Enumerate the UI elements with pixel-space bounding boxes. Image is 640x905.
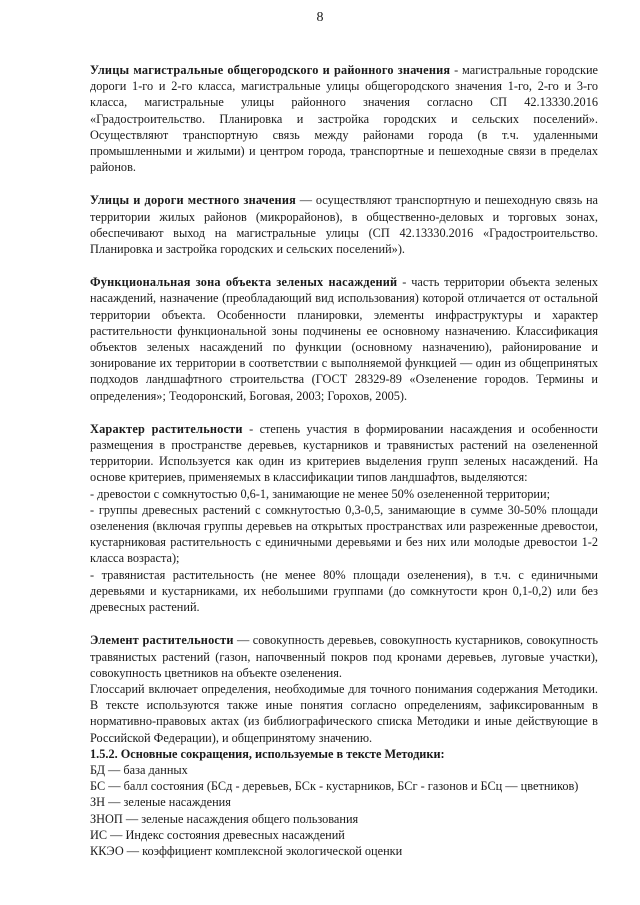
page-number: 8	[316, 10, 324, 25]
list-item: - группы древесных растений с сомкнутостью 0,3-0,5, занимающие в сумме 30-50% площади озеленения (включая группы деревьев на открытых пространствах или разреженные древостои, кустарниковая растительность с единичными деревьями и без них или молодые древостои 1-2 класса возраста);	[90, 502, 598, 566]
list-item: ИС — Индекс состояния древесных насаждений	[90, 827, 345, 842]
page-content	[90, 62, 598, 859]
term: Функциональная зона объекта зеленых насаждений	[90, 275, 398, 290]
list-item: ЗНОП — зеленые насаждения общего пользования	[90, 811, 359, 826]
term: Характер растительности	[90, 421, 243, 436]
definition-text: — совокупность деревьев, совокупность кустарников, совокупность травянистых растений (газон, напочвенный покров под кронами деревьев, луговые участки), совокупность цветников на объекте озеленения.	[90, 633, 598, 680]
list-item: ЗН — зеленые насаждения	[90, 795, 231, 810]
definition-vegetation-character	[90, 421, 598, 486]
list-item: БС — балл состояния (БСд - деревьев, БСк - кустарников, БСг - газонов и БСц — цветников)	[90, 779, 579, 794]
term: Улицы магистральные общегородского и районного значения	[90, 63, 451, 77]
abbreviation-list	[90, 762, 598, 859]
term: Улицы и дороги местного значения	[90, 193, 296, 208]
definition-text: - магистральные городские дороги 1-го и 2-го класса, магистральные улицы общегородского значения 1-го, 2-го и 3-го класса, магистральные улицы районного значения согласно СП 42.13330.2016 «Градостроительство. Планировка и застройка городских и сельских поселений». Осуществляют транспортную связь между районами города (в т.ч. удаленными промышленными и жилыми) и центром города, транспортные и пешеходные связи в пределах районов.	[90, 63, 598, 175]
definition-text: — осуществляют транспортную и пешеходную связь на территории жилых районов (микрорайонов), в общественно-деловых и торговых зонах, обеспечивают выход на магистральные улицы (СП 42.13330.2016 «Градостроительство. Планировка и застройка городских и сельских поселений»).	[90, 193, 598, 257]
definition-text: - часть территории объекта зеленых насаждений, назначение (преобладающий вид использования) которой отличается от остальной территории объекта. Особенности планировки, элементы инфраструктуры и характер растительности функциональной зоны подчинены ее основному назначению. Классификация объектов зеленых насаждений по функции (основному назначению), районирование и зонирование их территории в соответствии с выполняемой функцией — один из общепринятых подходов ландшафтного строительства (ГОСТ 28329-89 «Озеленение городов. Термины и определения»; Теодоронский, Боговая, 2003; Горохов, 2005).	[90, 275, 598, 403]
list-item: - травянистая растительность (не менее 80% площади озеленения), в т.ч. с единичными деревьями и кустарниками, их небольшими группами (до сомкнутости крон 0,1-0,2) или без древесных растений.	[90, 567, 598, 615]
list-item: ККЭО — коэффициент комплексной экологической оценки	[90, 843, 403, 858]
list-item: БД — база данных	[90, 762, 188, 777]
definition-local-streets	[90, 192, 598, 257]
definition-main-streets	[90, 62, 598, 175]
list-item: - древостои с сомкнутостью 0,6-1, занимающие не менее 50% озелененной территории;	[90, 486, 550, 501]
term: Элемент растительности	[90, 633, 234, 648]
glossary-note: Глоссарий включает определения, необходимые для точного понимания содержания Методики. В тексте используются также иные понятия согласно определениям, зафиксированным в нормативно-правовых актах (из библиографического списка Методики и иные действующие в Российской Федерации), и общепринятому значению.	[90, 681, 598, 745]
section-heading: 1.5.2. Основные сокращения, используемые в тексте Методики:	[90, 746, 445, 761]
definition-text: - степень участия в формировании насаждения и особенности размещения в пространстве деревьев, кустарников и травянистых растений на озелененной территории. Используется как один из критериев выделения групп зеленых насаждений. На основе критериев, применяемых в классификации типов ландшафтов, выделяются:	[90, 421, 599, 485]
definition-functional-zone	[90, 274, 598, 404]
definition-vegetation-element	[90, 632, 598, 681]
